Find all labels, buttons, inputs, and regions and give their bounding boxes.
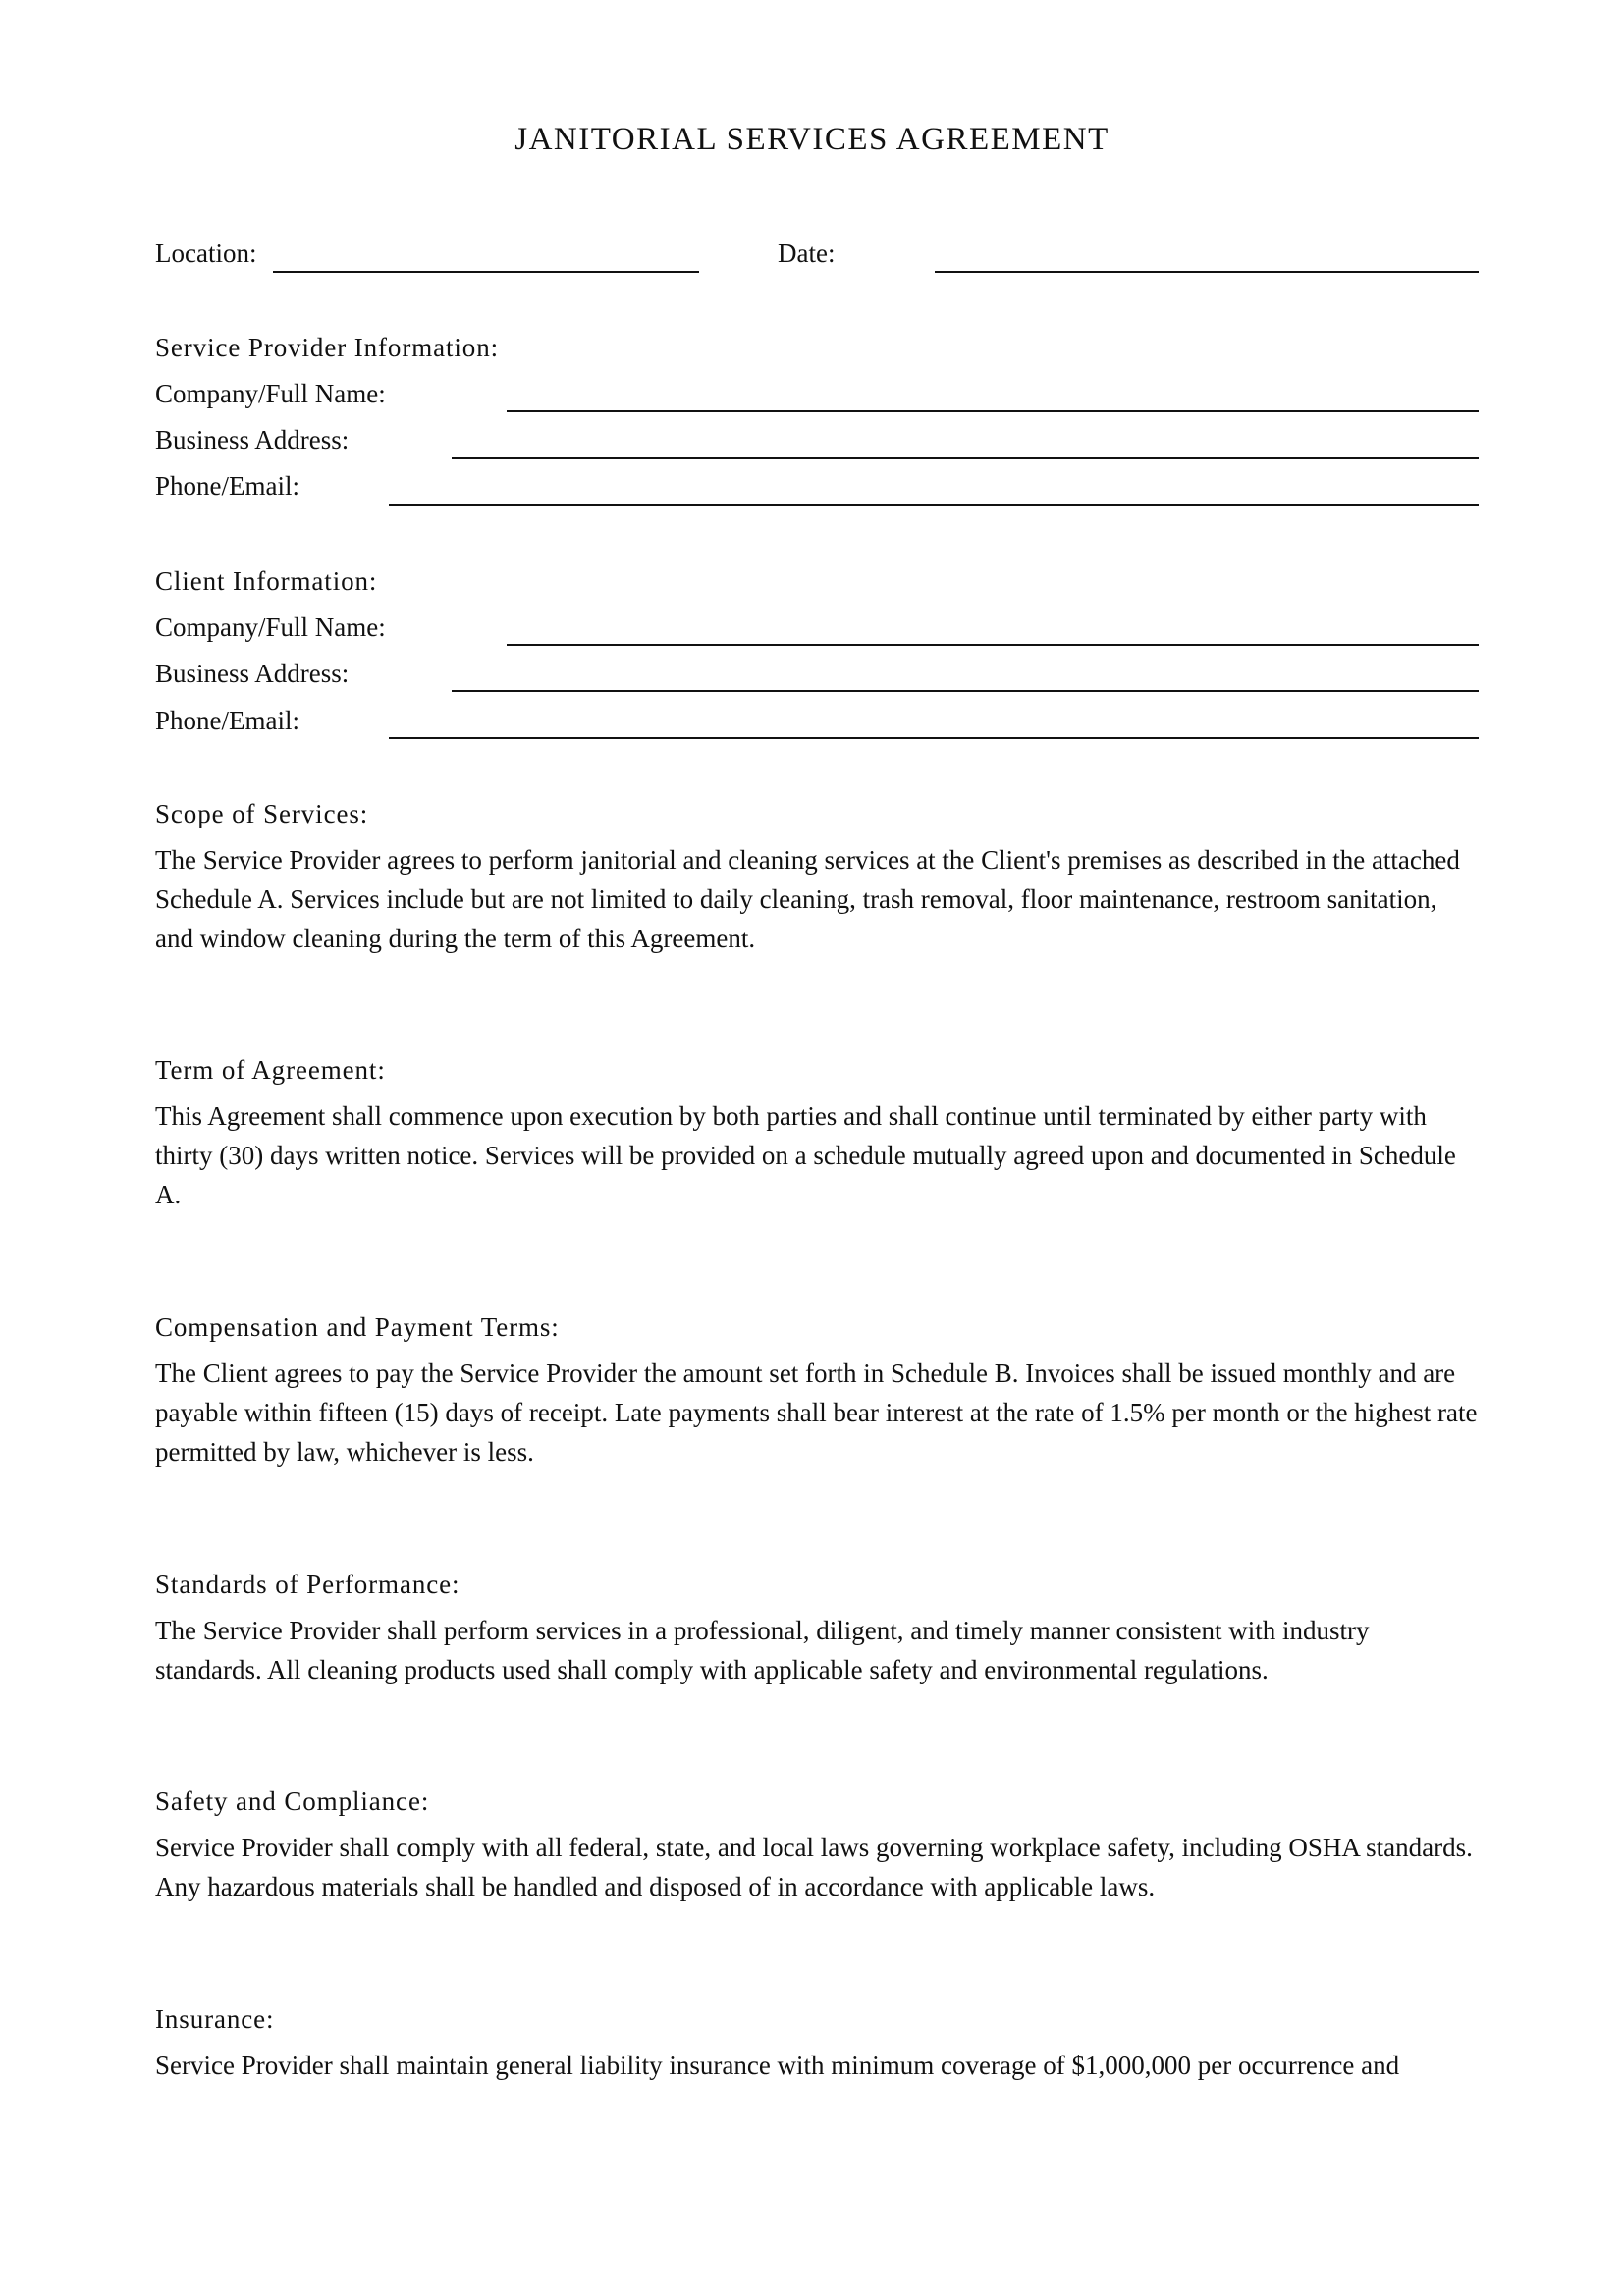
term-heading: Term of Agreement: — [155, 1055, 386, 1085]
compensation-paragraph: The Client agrees to pay the Service Provider the amount set forth in Schedule B. Invoices shall be issued monthly and are payable within fifteen (15) days of receipt. Late payments shall bear interest at the rate of 1.5% per month or the highest rate permitted by law, whichever is less. — [155, 1359, 1478, 1467]
document-title: JANITORIAL SERVICES AGREEMENT — [514, 122, 1110, 157]
scope-paragraph: The Service Provider agrees to perform janitorial and cleaning services at the Client's premises as described in the attached Schedule A. Services include but are not limited to daily cleaning, trash removal, floor maintenance, restroom sanitation, and window cleaning during the term of this Agreement. — [155, 845, 1460, 953]
date-label: Date: — [778, 239, 836, 268]
safety-heading: Safety and Compliance: — [155, 1787, 430, 1816]
compensation-heading: Compensation and Payment Terms: — [155, 1312, 560, 1342]
client-name-field[interactable] — [507, 644, 1479, 646]
client-address-field[interactable] — [452, 690, 1479, 692]
provider-name-label: Company/Full Name: — [155, 379, 386, 408]
date-field[interactable] — [935, 271, 1479, 273]
client-contact-field[interactable] — [389, 737, 1479, 739]
provider-address-label: Business Address: — [155, 425, 350, 454]
provider-name-field[interactable] — [507, 410, 1479, 412]
provider-info-heading: Service Provider Information: — [155, 333, 500, 362]
safety-paragraph: Service Provider shall comply with all federal, state, and local laws governing workplace safety, including OSHA standards. Any hazardous materials shall be handled and disposed of in accordance with applicable laws. — [155, 1833, 1473, 1901]
provider-address-field[interactable] — [452, 457, 1479, 459]
insurance-paragraph: Service Provider shall maintain general liability insurance with minimum coverage of $1,000,000 per occurrence and — [155, 2051, 1400, 2080]
client-address-label: Business Address: — [155, 659, 350, 688]
location-label: Location: — [155, 239, 257, 268]
standards-paragraph: The Service Provider shall perform services in a professional, diligent, and timely manner consistent with industry standards. All cleaning products used shall comply with applicable safety and environmental regulations. — [155, 1616, 1370, 1684]
term-paragraph: This Agreement shall commence upon execution by both parties and shall continue until terminated by either party with thirty (30) days written notice. Services will be provided on a schedule mutually agreed upon and documented in Schedule A. — [155, 1101, 1456, 1209]
provider-contact-label: Phone/Email: — [155, 471, 299, 501]
client-name-label: Company/Full Name: — [155, 613, 386, 642]
insurance-heading: Insurance: — [155, 2004, 275, 2034]
client-contact-label: Phone/Email: — [155, 706, 299, 735]
scope-heading: Scope of Services: — [155, 799, 369, 828]
standards-heading: Standards of Performance: — [155, 1570, 460, 1599]
location-field[interactable] — [273, 271, 699, 273]
client-info-heading: Client Information: — [155, 566, 378, 596]
provider-contact-field[interactable] — [389, 504, 1479, 506]
